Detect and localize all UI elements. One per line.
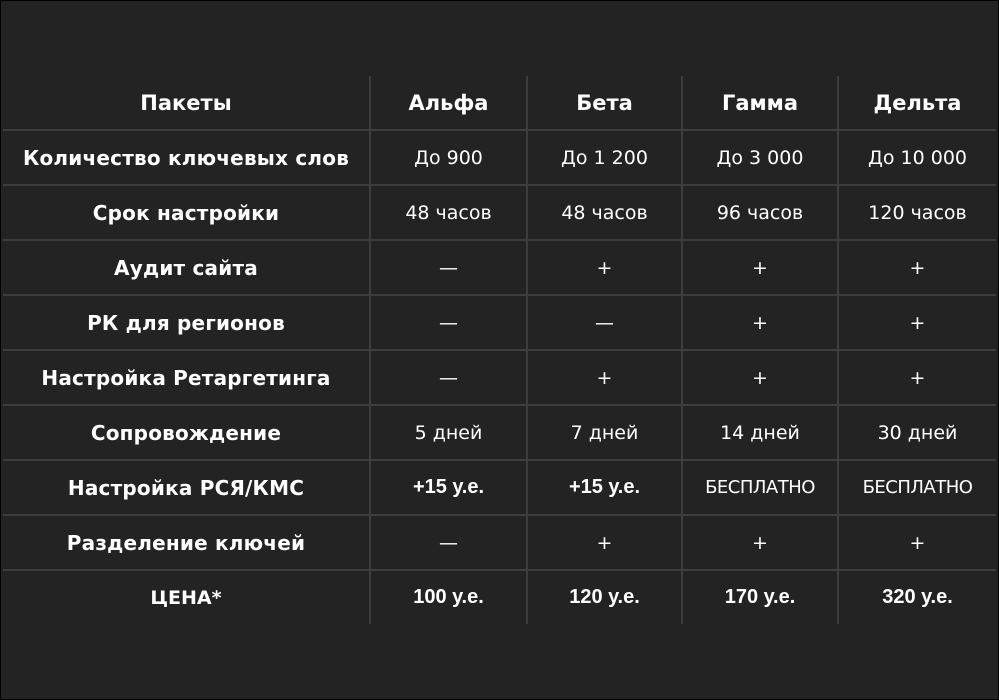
header-gamma: Гамма	[682, 76, 838, 130]
header-beta: Бета	[527, 76, 682, 130]
cell-value: —	[370, 515, 527, 570]
price-value: 320 у.е.	[882, 586, 953, 608]
cell-value: +	[838, 350, 996, 405]
cell-value: —	[370, 240, 527, 295]
table-row	[3, 130, 996, 185]
cell-value: +	[682, 295, 838, 350]
cell-value: БЕСПЛАТНО	[682, 460, 838, 515]
header-packages: Пакеты	[3, 76, 370, 130]
cell-value: 7 дней	[527, 405, 682, 460]
cell-value: 120 часов	[838, 185, 996, 240]
price-value: 170 у.е.	[682, 570, 838, 624]
row-label: Разделение ключей	[3, 515, 370, 570]
cell-value: +	[838, 240, 996, 295]
cell-value: +	[527, 240, 682, 295]
header-delta: Дельта	[838, 76, 996, 130]
row-label: Срок настройки	[3, 185, 370, 240]
table-row	[3, 460, 996, 515]
cell-value: —	[370, 350, 527, 405]
row-label: РК для регионов	[3, 295, 370, 350]
table-row	[3, 405, 996, 460]
cell-value: 14 дней	[682, 405, 838, 460]
cell-value: +	[838, 295, 996, 350]
table-header-row	[3, 76, 996, 130]
row-label: Сопровождение	[3, 405, 370, 460]
cell-value: 30 дней	[838, 405, 996, 460]
cell-value: +	[682, 515, 838, 570]
cell-value: +	[682, 350, 838, 405]
cell-value: 48 часов	[370, 185, 527, 240]
cell-value: —	[527, 295, 682, 350]
cell-value: +	[682, 240, 838, 295]
cell-value: +	[527, 350, 682, 405]
cell-value: БЕСПЛАТНО	[838, 460, 996, 515]
cell-value: +15 у.е.	[370, 460, 527, 515]
row-label: Количество ключевых слов	[3, 130, 370, 185]
cell-value: 48 часов	[527, 185, 682, 240]
price-value: 100 у.е.	[370, 570, 527, 624]
table-row	[3, 350, 996, 405]
header-alpha: Альфа	[370, 76, 527, 130]
pricing-table	[3, 76, 996, 624]
cell-value: +	[838, 515, 996, 570]
cell-value: 96 часов	[682, 185, 838, 240]
price-row	[3, 570, 996, 624]
price-label: ЦЕНА*	[3, 570, 370, 624]
cell-value: 5 дней	[370, 405, 527, 460]
cell-value: До 3 000	[682, 130, 838, 185]
row-label: Настройка Ретаргетинга	[3, 350, 370, 405]
cell-value: До 10 000	[838, 130, 996, 185]
table-row	[3, 515, 996, 570]
table-row	[3, 185, 996, 240]
price-value: 120 у.е.	[527, 570, 682, 624]
cell-value: —	[370, 295, 527, 350]
cell-value: +15 у.е.	[527, 460, 682, 515]
row-label: Аудит сайта	[3, 240, 370, 295]
cell-value: +	[527, 515, 682, 570]
cell-value: До 900	[370, 130, 527, 185]
row-label: Настройка РСЯ/КМС	[3, 460, 370, 515]
table-row	[3, 240, 996, 295]
cell-value: До 1 200	[527, 130, 682, 185]
table-row	[3, 295, 996, 350]
